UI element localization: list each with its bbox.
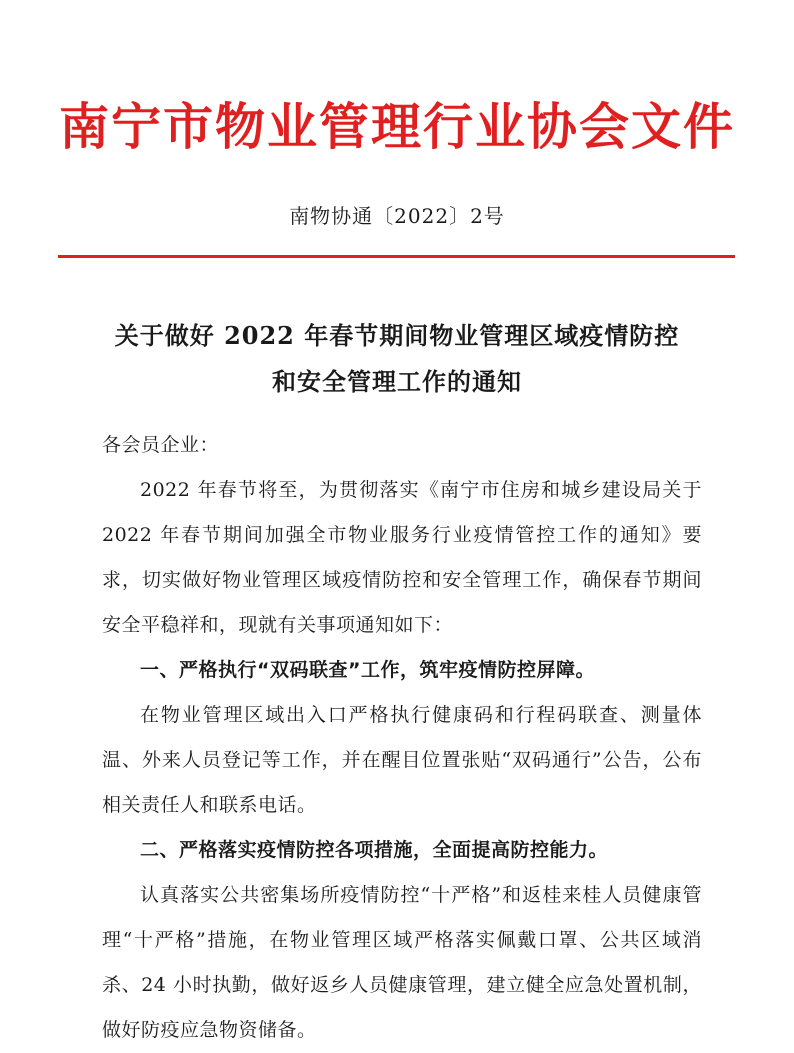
document-number: 南物协通〔2022〕2号	[289, 204, 505, 228]
section-1-paragraph: 在物业管理区域出入口严格执行健康码和行程码联查、测量体温、外来人员登记等工作，并在醒目位置张贴“双码通行”公告，公布相关责任人和联系电话。	[102, 704, 702, 816]
document-masthead: 南宁市物业管理行业协会文件	[59, 97, 735, 156]
section-2-paragraph: 认真落实公共密集场所疫情防控“十严格”和返桂来桂人员健康管理“十严格”措施，在物业管理区域严格落实佩戴口罩、公共区域消杀、24 小时执勤，做好返乡人员健康管理，建立健全应急处置机制，做好防疫应急物资储备。	[102, 884, 702, 1041]
section-2-heading: 二、严格落实疫情防控各项措施，全面提高防控能力。	[140, 839, 609, 861]
addressee: 各会员企业：	[102, 434, 220, 456]
intro-paragraph: 2022 年春节将至，为贯彻落实《南宁市住房和城乡建设局关于 2022 年春节期间加强全市物业服务行业疫情管控工作的通知》要求，切实做好物业管理区域疫情防控和安全管理工作，确保春节期间安全平稳祥和，现就有关事项通知如下：	[102, 479, 702, 636]
section-1-heading: 一、严格执行“双码联查”工作，筑牢疫情防控屏障。	[140, 659, 595, 681]
notice-body	[102, 423, 702, 1053]
notice-title	[40, 313, 754, 405]
red-divider	[58, 255, 735, 258]
notice-title-line-2: 和安全管理工作的通知	[272, 367, 522, 396]
notice-title-line-1: 关于做好 2022 年春节期间物业管理区域疫情防控	[114, 321, 680, 350]
